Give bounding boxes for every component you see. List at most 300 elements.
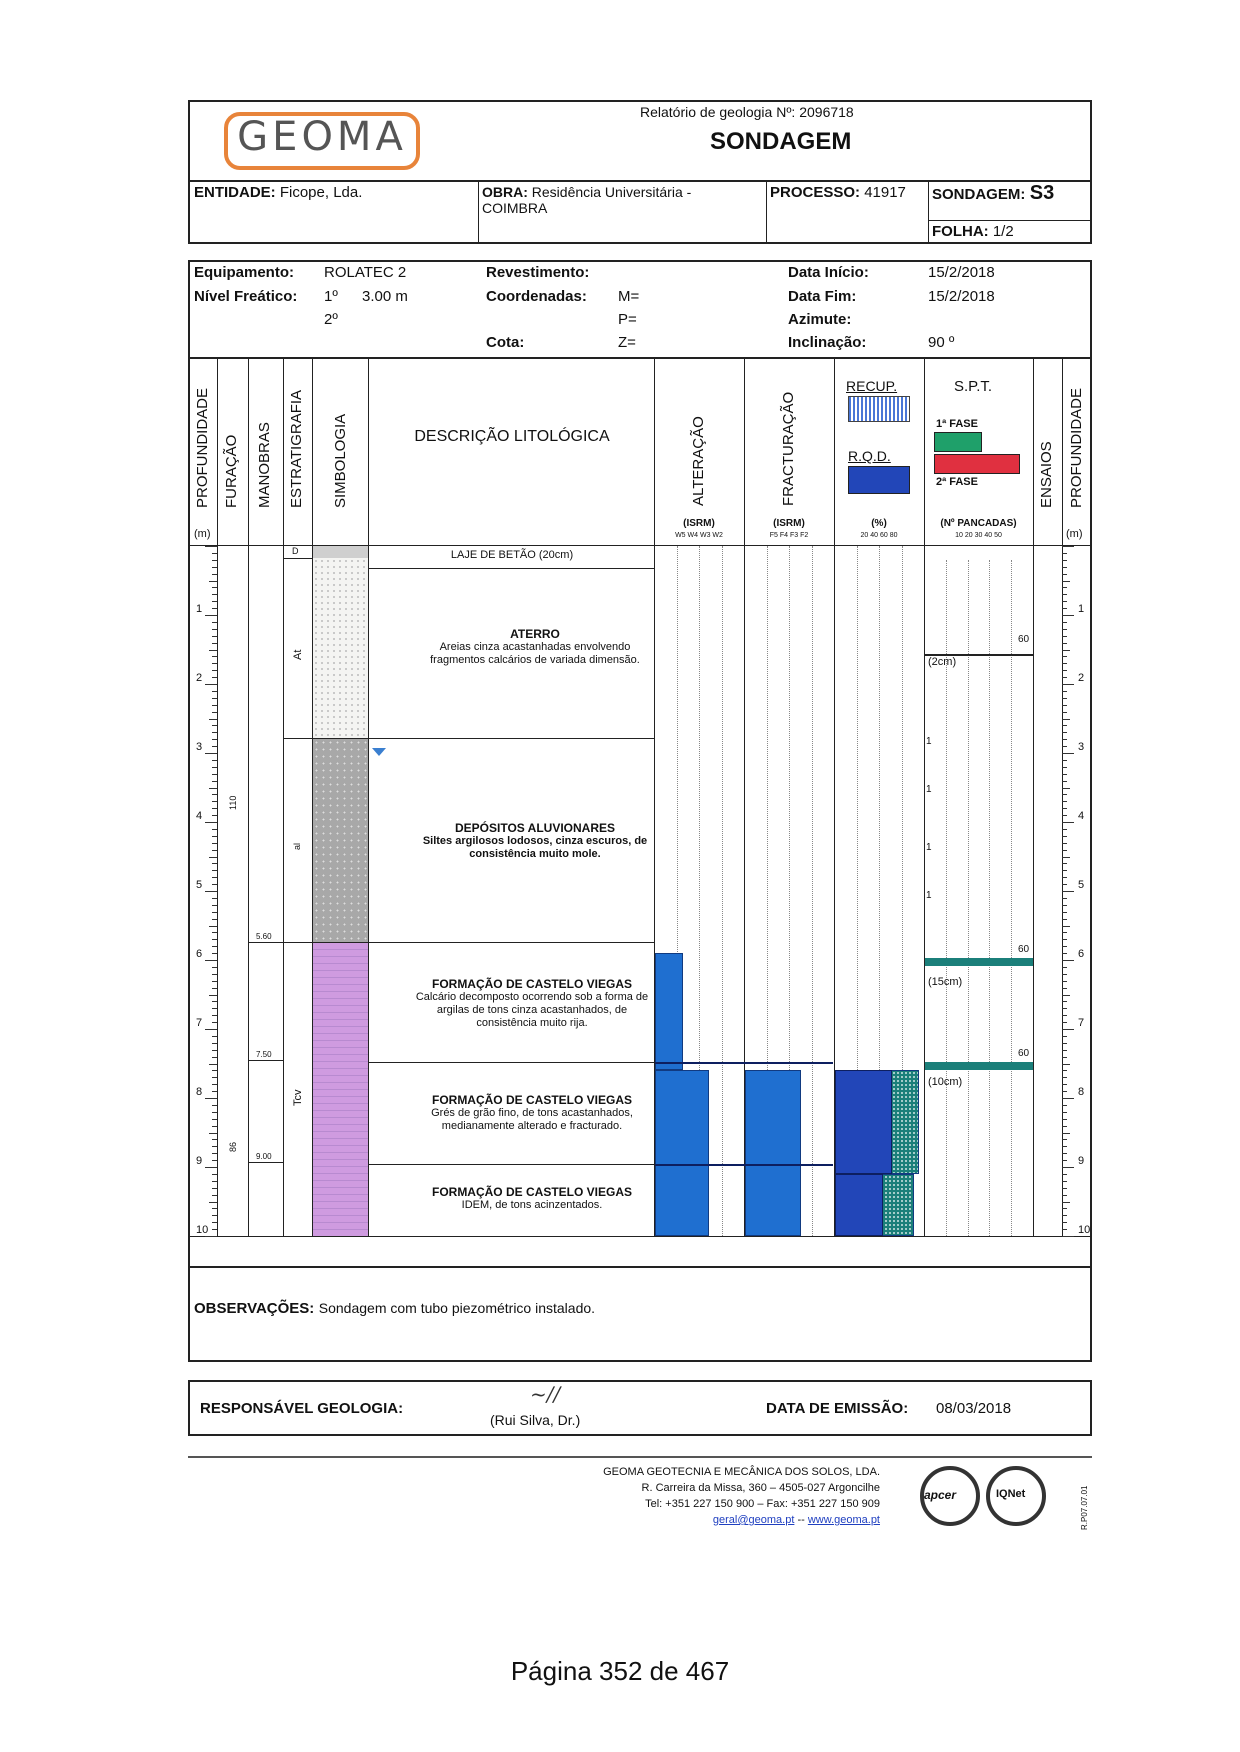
layer-boundary: [655, 1164, 833, 1166]
isrm-alteracao-scale: W5 W4 W3 W2: [675, 532, 723, 539]
spt-ones: 1: [926, 890, 932, 901]
depth-tick: [1062, 1229, 1067, 1230]
depth-tick: [212, 1153, 217, 1154]
depth-tick: [212, 732, 217, 733]
depth-tick: [205, 1098, 217, 1099]
depth-tick: [1062, 1208, 1067, 1209]
depth-tick: [212, 739, 217, 740]
depth-tick: [1062, 1119, 1067, 1120]
cota-label: Cota:: [486, 334, 525, 351]
responsavel-label: RESPONSÁVEL GEOLOGIA:: [200, 1400, 404, 1417]
responsavel-name: (Rui Silva, Dr.): [490, 1412, 581, 1428]
obra-value-1: Residência Universitária -: [531, 184, 692, 200]
depth-tick: [1062, 1070, 1067, 1071]
depth-tick: [212, 974, 217, 975]
depth-tick: [212, 1188, 217, 1189]
company-web-link[interactable]: www.geoma.pt: [807, 1514, 880, 1526]
depth-tick: [1062, 684, 1074, 685]
pancadas-scale: 10 20 30 40 50: [955, 532, 1002, 539]
rqd-legend-swatch: [848, 466, 910, 494]
depth-label: 8: [196, 1086, 203, 1098]
layer-description: [412, 978, 652, 1030]
depth-tick: [212, 608, 217, 609]
depth-tick: [212, 905, 217, 906]
depth-tick: [1062, 705, 1067, 706]
depth-tick: [1062, 891, 1074, 892]
info-divider-1: [478, 181, 479, 243]
depth-tick: [212, 1015, 217, 1016]
depth-tick: [1062, 1064, 1070, 1065]
fase1-label: 1ª FASE: [936, 418, 978, 430]
furacao-upper: 110: [228, 795, 238, 810]
depth-tick: [1062, 1084, 1067, 1085]
depth-tick: [1062, 615, 1074, 616]
processo-label: PROCESSO:: [770, 184, 861, 201]
manobra-label: 7.50: [256, 1050, 272, 1059]
depth-label: 7: [1078, 1017, 1085, 1029]
depth-label: 4: [1078, 810, 1085, 822]
depth-tick: [1062, 808, 1067, 809]
grid-line: [989, 560, 990, 1236]
observacoes-label: OBSERVAÇÕES:: [194, 1300, 315, 1317]
rqd-label: R.Q.D.: [848, 448, 891, 464]
depth-tick: [205, 960, 217, 961]
equipamento-label: Equipamento:: [194, 264, 294, 281]
layer-description: [420, 628, 650, 667]
depth-tick: [212, 1139, 217, 1140]
depth-tick: [205, 684, 217, 685]
spt-value: 60: [1018, 1048, 1030, 1059]
fracturacao-bar: [745, 1070, 801, 1236]
depth-tick: [1062, 691, 1067, 692]
nivel-label: Nível Freático:: [194, 288, 298, 305]
depth-label: 5: [196, 879, 203, 891]
water-level-icon: [372, 748, 386, 756]
depth-tick: [212, 1043, 217, 1044]
depth-tick: [212, 967, 217, 968]
observacoes: [194, 1300, 595, 1318]
depth-tick: [212, 988, 217, 989]
depth-tick: [1062, 712, 1067, 713]
layer-text: Siltes argilosos lodosos, cinza escuros, de consistência muito mole.: [422, 835, 648, 860]
data-fim-label: Data Fim:: [788, 288, 857, 305]
depth-tick: [1062, 608, 1067, 609]
depth-tick: [1062, 1181, 1067, 1182]
depth-tick: [1062, 815, 1067, 816]
col-simbologia: SIMBOLOGIA: [332, 413, 349, 508]
depth-tick: [1062, 1160, 1067, 1161]
emissao-label: DATA DE EMISSÃO:: [766, 1400, 909, 1417]
depth-tick: [1062, 698, 1067, 699]
depth-tick: [1062, 574, 1067, 575]
footer-line: [188, 1456, 1092, 1458]
depth-label: 1: [196, 603, 203, 615]
desc-divider: [368, 738, 654, 739]
depth-tick: [1062, 939, 1067, 940]
depth-label: 9: [196, 1155, 203, 1167]
coord-m: M=: [618, 288, 640, 305]
depth-tick: [212, 670, 217, 671]
doc-title: SONDAGEM: [710, 128, 852, 155]
recup-label: RECUP.: [846, 378, 898, 394]
depth-tick: [209, 1133, 217, 1134]
depth-tick: [1062, 884, 1067, 885]
col-profundidade-right: PROFUNDIDADE: [1068, 387, 1085, 508]
rqd-bar: [835, 1174, 883, 1236]
symbol-fill: [313, 558, 368, 739]
depth-tick: [212, 1208, 217, 1209]
manobra-line: [249, 1162, 283, 1163]
fase1-swatch: [934, 432, 982, 452]
depth-tick: [1062, 863, 1067, 864]
depth-tick: [1062, 622, 1067, 623]
folha: [932, 223, 1014, 240]
depth-tick: [1062, 794, 1067, 795]
layer-boundary: [655, 1062, 833, 1064]
depth-tick: [1062, 636, 1067, 637]
col-line: [924, 357, 925, 1236]
depth-tick: [212, 1057, 217, 1058]
inclinacao-value: 90 º: [928, 334, 955, 351]
depth-tick: [1062, 995, 1070, 996]
inclinacao-label: Inclinação:: [788, 334, 867, 351]
depth-tick: [1062, 850, 1067, 851]
depth-tick: [1062, 988, 1067, 989]
log-table-top: [189, 357, 1091, 359]
depth-tick: [212, 829, 217, 830]
depth-tick: [1062, 760, 1067, 761]
depth-tick: [212, 629, 217, 630]
depth-label: 3: [196, 741, 203, 753]
strat-at: At: [292, 649, 304, 660]
data-inicio-value: 15/2/2018: [928, 264, 995, 281]
furacao-lower: 86: [228, 1141, 238, 1152]
pct-label: (%): [871, 518, 887, 529]
recup-legend-swatch: [848, 396, 910, 422]
depth-tick: [212, 725, 217, 726]
layer-title: FORMAÇÃO DE CASTELO VIEGAS: [431, 1093, 632, 1107]
depth-tick: [1062, 739, 1067, 740]
depth-tick: [1062, 829, 1067, 830]
depth-tick: [1062, 650, 1070, 651]
depth-tick: [1062, 1043, 1067, 1044]
strat-line: [284, 738, 312, 739]
log-body-bottom: [189, 1236, 1091, 1237]
depth-tick: [1062, 1146, 1067, 1147]
depth-tick: [212, 1215, 217, 1216]
col-fracturacao: FRACTURAÇÃO: [780, 391, 797, 506]
layer-description: [420, 822, 650, 861]
depth-tick: [1062, 1091, 1067, 1092]
depth-tick: [1062, 643, 1067, 644]
obra-label: OBRA:: [482, 184, 528, 200]
depth-tick: [212, 601, 217, 602]
depth-tick: [1062, 788, 1070, 789]
depth-tick: [1062, 594, 1067, 595]
depth-tick: [212, 946, 217, 947]
depth-tick: [212, 912, 217, 913]
obra-value-2: COIMBRA: [482, 200, 548, 216]
depth-tick: [212, 746, 217, 747]
layer-text: Grés de grão fino, de tons acastanhados, medianamente alterado e fracturado.: [431, 1107, 633, 1132]
layer-text: Calcário decomposto ocorrendo sob a forma de argilas de tons cinza acastanhados, de consistência muito rija.: [415, 991, 649, 1029]
depth-tick: [212, 939, 217, 940]
depth-tick: [1062, 553, 1067, 554]
depth-tick: [205, 615, 217, 616]
col-manobras: MANOBRAS: [256, 422, 273, 508]
depth-tick: [1062, 1112, 1067, 1113]
depth-tick: [1062, 1050, 1067, 1051]
depth-tick: [1062, 801, 1067, 802]
depth-tick: [212, 760, 217, 761]
manobra-label: 9.00: [256, 1152, 272, 1161]
depth-tick: [1062, 546, 1074, 547]
depth-tick: [1062, 905, 1067, 906]
depth-tick: [212, 1001, 217, 1002]
obs-top: [189, 1266, 1091, 1268]
depth-tick: [1062, 719, 1070, 720]
depth-tick: [212, 663, 217, 664]
depth-tick: [212, 919, 217, 920]
depth-tick: [212, 815, 217, 816]
depth-tick: [1062, 981, 1067, 982]
depth-tick: [1062, 1139, 1067, 1140]
depth-tick: [1062, 1098, 1074, 1099]
data-inicio-label: Data Início:: [788, 264, 869, 281]
coord-p: P=: [618, 311, 637, 328]
fase2-label: 2ª FASE: [936, 476, 978, 488]
depth-label: 1: [1078, 603, 1085, 615]
depth-tick: [1062, 1195, 1067, 1196]
company-address: R. Carreira da Missa, 360 – 4505-027 Argoncilhe: [641, 1482, 880, 1494]
depth-label: 2: [196, 672, 203, 684]
depth-tick: [1062, 567, 1067, 568]
grid-line: [968, 560, 969, 1236]
isrm-fracturacao-scale: F5 F4 F3 F2: [769, 532, 809, 539]
company-info: [500, 1464, 880, 1528]
depth-tick: [212, 1112, 217, 1113]
azimute-label: Azimute:: [788, 311, 852, 328]
spt-note: (15cm): [928, 976, 963, 988]
depth-tick: [212, 870, 217, 871]
depth-tick: [212, 636, 217, 637]
col-estratigrafia: ESTRATIGRAFIA: [288, 389, 305, 508]
depth-tick: [1062, 670, 1067, 671]
depth-tick: [1062, 1015, 1067, 1016]
depth-tick: [1062, 1153, 1067, 1154]
depth-tick: [205, 891, 217, 892]
depth-tick: [1062, 857, 1070, 858]
depth-tick: [212, 622, 217, 623]
depth-tick: [1062, 725, 1067, 726]
depth-label: 8: [1078, 1086, 1085, 1098]
isrm-fracturacao: (ISRM): [773, 518, 805, 529]
depth-tick: [212, 1008, 217, 1009]
depth-tick: [212, 567, 217, 568]
depth-tick: [205, 1167, 217, 1168]
col-line: [1033, 357, 1034, 1236]
depth-tick: [205, 822, 217, 823]
signature: ~∕∕: [530, 1382, 561, 1406]
col-line: [283, 357, 284, 1236]
depth-tick: [1062, 1077, 1067, 1078]
depth-tick: [205, 1236, 217, 1237]
entidade-value: Ficope, Lda.: [279, 184, 363, 201]
spt-ones: 1: [926, 842, 932, 853]
revestimento-label: Revestimento:: [486, 264, 590, 281]
depth-label: 5: [1078, 879, 1085, 891]
depth-tick: [1062, 656, 1067, 657]
depth-tick: [1062, 1222, 1067, 1223]
alteracao-bar: [655, 1070, 709, 1236]
col-line: [248, 357, 249, 1236]
depth-tick: [1062, 1105, 1067, 1106]
depth-tick: [1062, 836, 1067, 837]
depth-tick: [1062, 974, 1067, 975]
depth-tick: [205, 753, 217, 754]
depth-tick: [212, 1195, 217, 1196]
depth-tick: [212, 560, 217, 561]
depth-tick: [209, 788, 217, 789]
apcer-cert-label: apcer: [924, 1488, 957, 1502]
depth-tick: [212, 1174, 217, 1175]
depth-tick: [1062, 1057, 1067, 1058]
strat-line: [284, 558, 312, 559]
depth-tick: [1062, 746, 1067, 747]
manobra-line: [249, 942, 283, 943]
manobra-line: [249, 1060, 283, 1061]
depth-tick: [212, 801, 217, 802]
depth-tick: [209, 857, 217, 858]
geoma-logo-text: GEOMA: [237, 114, 407, 160]
company-phone: Tel: +351 227 150 900 – Fax: +351 227 150 909: [645, 1498, 880, 1510]
depth-tick: [212, 850, 217, 851]
depth-tick: [212, 698, 217, 699]
spt-ones: 1: [926, 784, 932, 795]
layer-text: Areias cinza acastanhadas envolvendo fragmentos calcários de variada dimensão.: [430, 641, 640, 666]
depth-tick: [1062, 677, 1067, 678]
depth-tick: [212, 794, 217, 795]
depth-tick: [212, 932, 217, 933]
depth-tick: [1062, 967, 1067, 968]
layer-title: LAJE DE BETÃO (20cm): [450, 549, 574, 561]
company-name: GEOMA GEOTECNIA E MECÂNICA DOS SOLOS, LDA.: [603, 1466, 880, 1478]
depth-tick: [212, 836, 217, 837]
depth-tick: [1062, 870, 1067, 871]
depth-tick: [212, 594, 217, 595]
depth-tick: [212, 1070, 217, 1071]
layer-description: [372, 549, 652, 562]
depth-tick: [212, 808, 217, 809]
spt-label: S.P.T.: [954, 378, 993, 395]
folha-divider: [929, 220, 1091, 221]
spt-value: 60: [1018, 634, 1030, 645]
form-code: R.P07.07.01: [1080, 1485, 1089, 1530]
strat-d: D: [292, 546, 299, 556]
depth-tick: [1062, 1036, 1067, 1037]
desc-divider: [368, 942, 654, 943]
company-email-link[interactable]: geral@geoma.pt: [712, 1514, 795, 1526]
depth-tick: [1062, 1236, 1074, 1237]
depth-tick: [1062, 601, 1067, 602]
data-fim-value: 15/2/2018: [928, 288, 995, 305]
depth-tick: [1062, 919, 1067, 920]
depth-tick: [209, 926, 217, 927]
processo: [770, 184, 906, 201]
sondagem: [932, 182, 1054, 205]
alteracao-bar: [655, 953, 683, 1070]
strat-line: [284, 942, 312, 943]
depth-label: 6: [196, 948, 203, 960]
layer-description: [412, 1186, 652, 1212]
layer-title: FORMAÇÃO DE CASTELO VIEGAS: [431, 1185, 632, 1199]
strat-al: al: [292, 842, 302, 850]
depth-tick: [209, 995, 217, 996]
depth-tick: [212, 553, 217, 554]
depth-tick: [1062, 946, 1067, 947]
depth-tick: [209, 719, 217, 720]
depth-tick: [1062, 953, 1067, 954]
depth-tick: [212, 643, 217, 644]
depth-tick: [1062, 732, 1067, 733]
depth-tick: [1062, 629, 1067, 630]
spt-marker: [925, 958, 1033, 966]
depth-tick: [1062, 1133, 1070, 1134]
spt-ones: 1: [926, 736, 932, 747]
depth-tick: [1062, 753, 1074, 754]
depth-tick: [212, 843, 217, 844]
manobra-label: 5.60: [256, 932, 272, 941]
depth-tick: [1062, 843, 1067, 844]
depth-tick: [1062, 1174, 1067, 1175]
depth-label: 9: [1078, 1155, 1085, 1167]
depth-tick: [1062, 560, 1067, 561]
grid-line: [1011, 560, 1012, 1236]
desc-divider: [368, 1164, 654, 1165]
spt-marker: [925, 1062, 1033, 1070]
depth-tick: [1062, 587, 1067, 588]
depth-tick: [212, 1181, 217, 1182]
depth-tick: [212, 953, 217, 954]
depth-tick: [212, 587, 217, 588]
depth-tick: [212, 1222, 217, 1223]
col-line: [217, 357, 218, 1236]
nivel-2: 2º: [324, 311, 338, 328]
layer-title: FORMAÇÃO DE CASTELO VIEGAS: [431, 977, 632, 991]
isrm-alteracao: (ISRM): [683, 518, 715, 529]
depth-label: 2: [1078, 672, 1085, 684]
depth-tick: [212, 705, 217, 706]
depth-tick: [1062, 1022, 1067, 1023]
spt-note: (10cm): [928, 1076, 963, 1088]
depth-label: 3: [1078, 741, 1085, 753]
depth-tick: [212, 884, 217, 885]
folha-value: 1/2: [992, 223, 1014, 240]
equipamento-value: ROLATEC 2: [324, 264, 407, 281]
depth-tick: [212, 1091, 217, 1092]
col-furacao: FURAÇÃO: [223, 434, 240, 508]
depth-tick: [1062, 1126, 1067, 1127]
info-divider-3: [928, 181, 929, 243]
col-descricao: DESCRIÇÃO LITOLÓGICA: [414, 428, 610, 445]
depth-tick: [1062, 663, 1067, 664]
emissao-value: 08/03/2018: [936, 1400, 1012, 1417]
depth-tick: [1062, 774, 1067, 775]
depth-tick: [1062, 898, 1067, 899]
grid-line: [722, 546, 723, 1236]
depth-tick: [212, 781, 217, 782]
depth-tick: [212, 1050, 217, 1051]
